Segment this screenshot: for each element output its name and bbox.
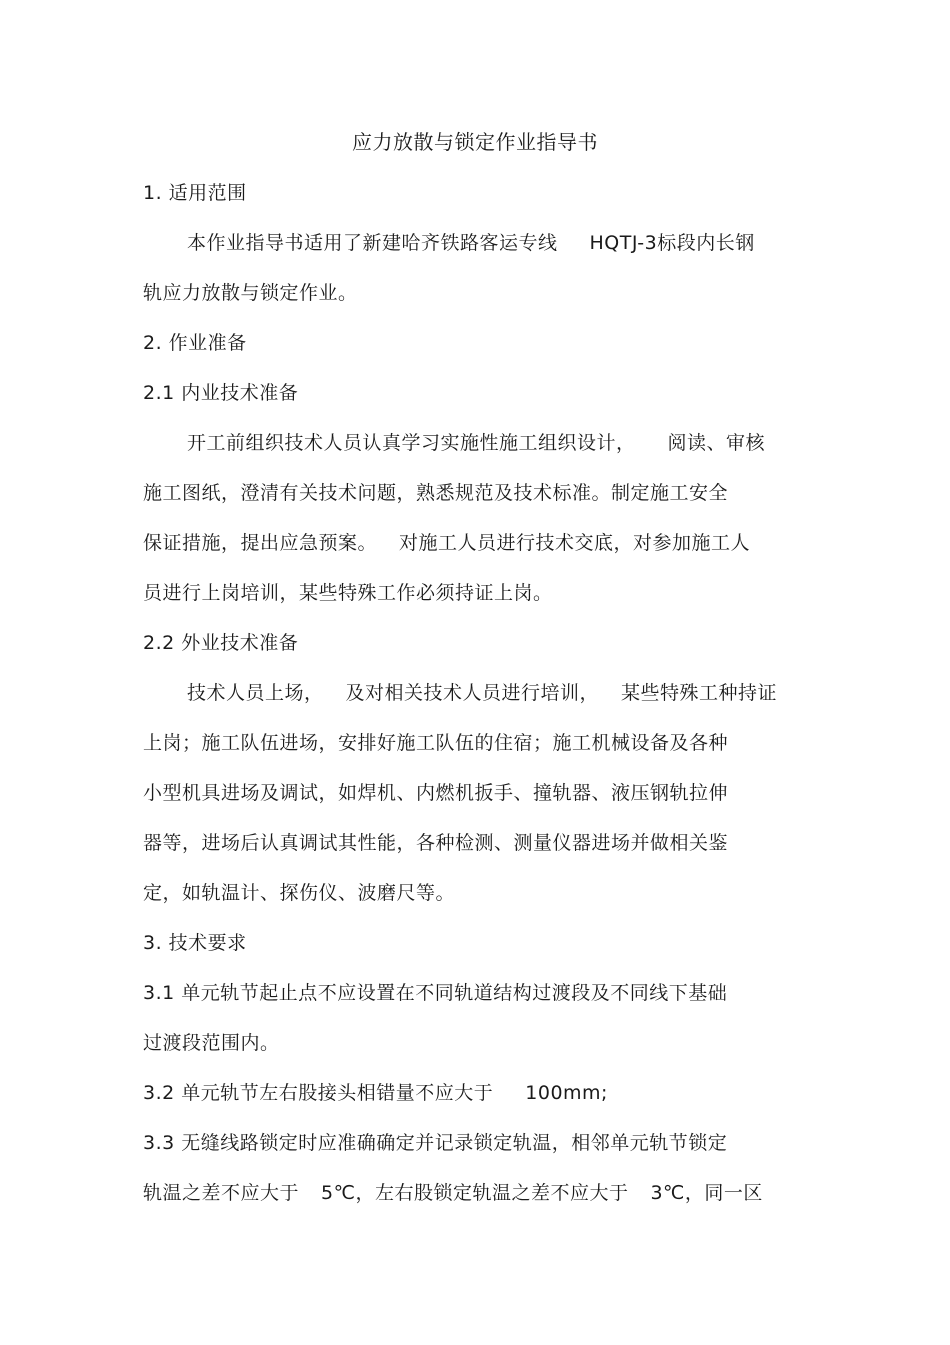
text-run: 本作业指导书适用了新建哈齐铁路客运专线 — [187, 232, 558, 254]
section-2-1-line-4: 员进行上岗培训，某些特殊工作必须持证上岗。 — [143, 582, 553, 604]
text-run: 3℃，同一区 — [650, 1182, 763, 1204]
section-2-2-line-5: 定，如轨温计、探伤仪、波磨尺等。 — [143, 882, 456, 904]
text-run: 保证措施，提出应急预案。 — [143, 532, 378, 554]
section-2-2-line-1 — [187, 680, 777, 706]
section-2-2-line-3: 小型机具进场及调试，如焊机、内燃机扳手、撞轨器、液压钢轨拉伸 — [143, 782, 729, 804]
section-3-heading: 3. 技术要求 — [143, 932, 247, 954]
text-run: 某些特殊工种持证 — [621, 682, 778, 704]
section-3-2-line — [143, 1080, 608, 1106]
section-2-2-line-4: 器等，进场后认真调试其性能，各种检测、测量仪器进场并做相关鉴 — [143, 832, 729, 854]
text-run: 100mm; — [525, 1082, 608, 1104]
text-run: 3.2 单元轨节左右股接头相错量不应大于 — [143, 1082, 494, 1104]
section-2-heading: 2. 作业准备 — [143, 332, 247, 354]
section-3-1-line-2: 过渡段范围内。 — [143, 1032, 280, 1054]
text-run: HQTJ-3标段内长钢 — [589, 232, 755, 254]
section-2-1-line-1 — [187, 430, 765, 456]
section-1-heading: 1. 适用范围 — [143, 182, 247, 204]
text-run: 5℃，左右股锁定轨温之差不应大于 — [321, 1182, 629, 1204]
text-run: 技术人员上场， — [187, 682, 324, 704]
text-run: 开工前组织技术人员认真学习实施性施工组织设计， — [187, 432, 636, 454]
section-3-3-line-2 — [143, 1180, 763, 1206]
section-2-1-heading: 2.1 内业技术准备 — [143, 382, 299, 404]
text-run: 及对相关技术人员进行培训， — [345, 682, 600, 704]
section-2-2-line-2: 上岗；施工队伍进场，安排好施工队伍的住宿；施工机械设备及各种 — [143, 732, 729, 754]
section-1-paragraph-line-1 — [187, 230, 755, 256]
section-2-1-line-2: 施工图纸，澄清有关技术问题，熟悉规范及技术标准。制定施工安全 — [143, 482, 729, 504]
section-2-1-line-3 — [143, 530, 750, 556]
section-2-2-heading: 2.2 外业技术准备 — [143, 632, 299, 654]
text-run: 阅读、审核 — [667, 432, 766, 454]
section-3-1-line-1: 3.1 单元轨节起止点不应设置在不同轨道结构过渡段及不同线下基础 — [143, 982, 728, 1004]
text-run: 对施工人员进行技术交底，对参加施工人 — [399, 532, 751, 554]
document-title: 应力放散与锁定作业指导书 — [352, 130, 598, 154]
section-1-paragraph-line-2: 轨应力放散与锁定作业。 — [143, 282, 358, 304]
text-run: 轨温之差不应大于 — [143, 1182, 300, 1204]
section-3-3-line-1: 3.3 无缝线路锁定时应准确确定并记录锁定轨温，相邻单元轨节锁定 — [143, 1132, 728, 1154]
